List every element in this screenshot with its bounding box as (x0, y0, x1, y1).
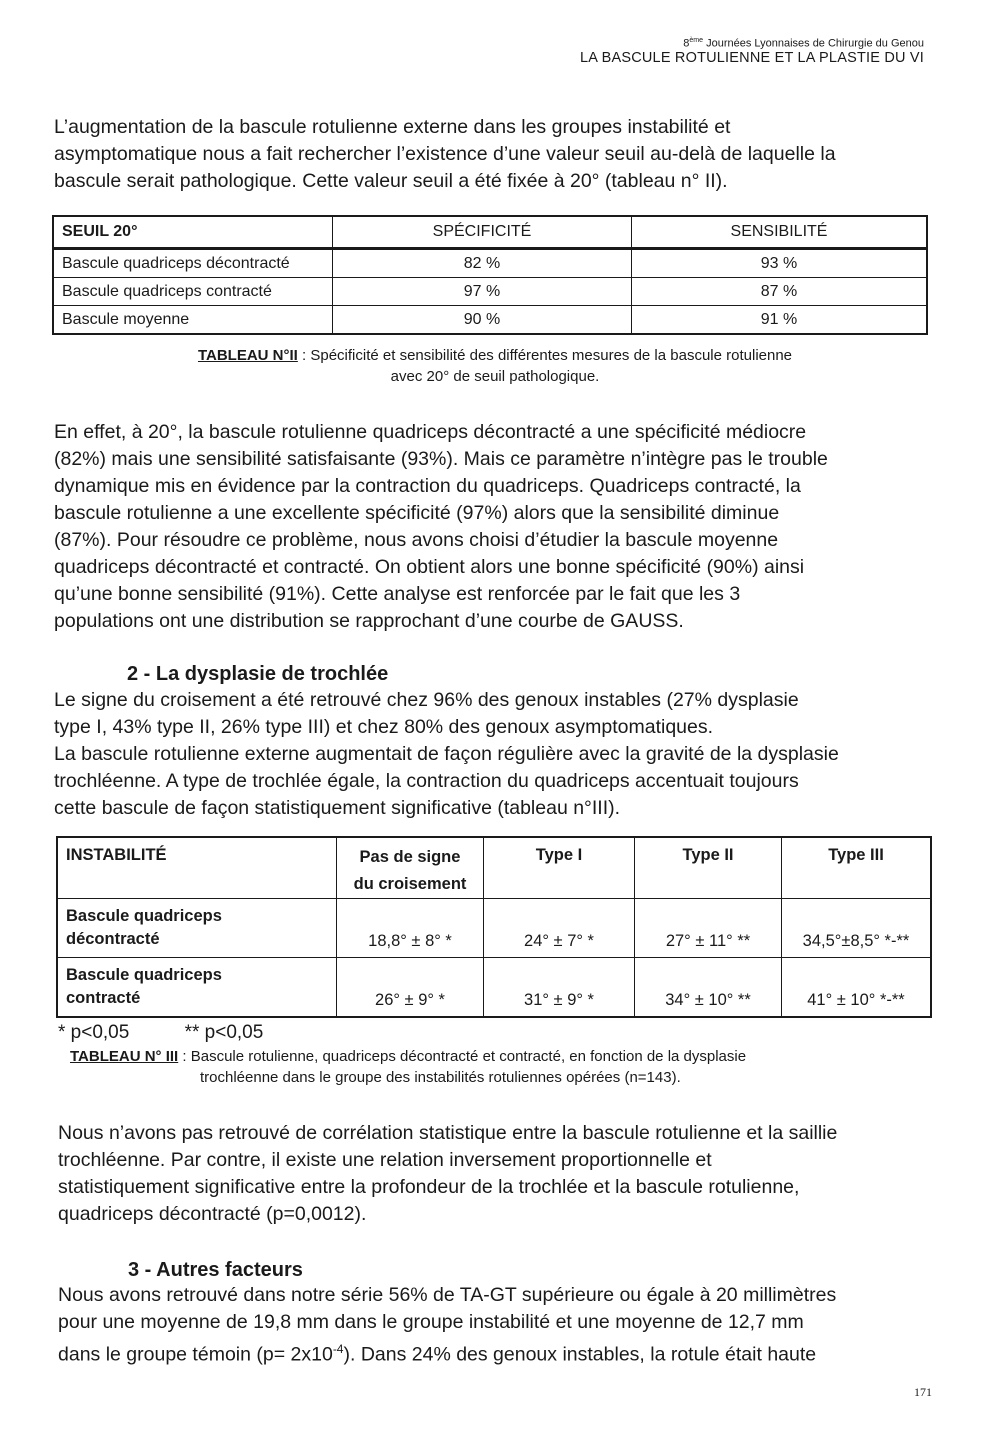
paragraph (54, 419, 928, 635)
caption-line: trochléenne dans le groupe des instabilités rotuliennes opérées (n=143). (200, 1069, 681, 1086)
table-cell: 93 % (632, 249, 928, 278)
header-edition-suffix: ème (689, 37, 704, 44)
header-title: LA BASCULE ROTULIENNE ET LA PLASTIE DU VI (580, 50, 924, 67)
text-line: (87%). Pour résoudre ce problème, nous avons choisi d’étudier la bascule moyenne (54, 529, 779, 551)
section-heading: 2 - La dysplasie de trochlée (127, 663, 389, 685)
text-line: cette bascule de façon statistiquement significative (tableau n°III). (54, 797, 621, 819)
paragraph (54, 687, 928, 822)
row-label-line: contracté (66, 989, 141, 1007)
p-value-legend (58, 1022, 313, 1044)
text-line: qu’une bonne sensibilité (91%). Cette analyse est renforcée par le fait que les 3 (54, 583, 741, 605)
table-cell: 34° ± 10° ** (635, 958, 782, 1018)
text-line: Nous n’avons pas retrouvé de corrélation statistique entre la bascule rotulienne et la saillie (58, 1122, 838, 1144)
table-header-row (57, 837, 931, 899)
p-value-note: * p<0,05 (58, 1022, 130, 1043)
caption-label: TABLEAU N°II (197, 347, 298, 364)
column-header: INSTABILITÉ (57, 837, 337, 899)
row-label: Bascule quadriceps décontracté (53, 249, 333, 278)
header-conference-name: Journées Lyonnaises de Chirurgie du Genou (703, 37, 924, 50)
caption-line: avec 20° de seuil pathologique. (390, 368, 600, 385)
header-line: Pas de signe (359, 848, 461, 866)
superscript-exponent: -4 (332, 1342, 344, 1356)
table-row (53, 249, 927, 278)
row-label-line: Bascule quadriceps (66, 907, 222, 925)
table-cell: 27° ± 11° ** (635, 899, 782, 958)
row-label-line: décontracté (66, 930, 160, 948)
text-line: type I, 43% type II, 26% type III) et chez 80% des genoux asymptomatiques. (54, 716, 714, 738)
column-header: SENSIBILITÉ (632, 216, 928, 249)
text-line: (82%) mais une sensibilité satisfaisante (93%). Mais ce paramètre n’intègre pas le trouble (54, 448, 828, 470)
column-header: Type II (635, 837, 782, 899)
running-header (580, 37, 924, 67)
paragraph (58, 1120, 932, 1228)
text-line: pour une moyenne de 19,8 mm dans le groupe instabilité et une moyenne de 12,7 mm (58, 1311, 804, 1333)
column-header: SPÉCIFICITÉ (333, 216, 632, 249)
text-line: trochléenne. Par contre, il existe une relation inversement proportionnelle et (58, 1149, 712, 1171)
table-cell: 90 % (333, 306, 632, 335)
table-cell: 24° ± 7° * (484, 899, 635, 958)
text-line (58, 1336, 932, 1369)
header-edition-number: 8 (683, 37, 690, 50)
column-header: SEUIL 20° (53, 216, 333, 249)
caption-text: : Bascule rotulienne, quadriceps décontracté et contracté, en fonction de la dysplasie (178, 1048, 747, 1065)
table-cell: 87 % (632, 278, 928, 306)
p-value-note: ** p<0,05 (184, 1022, 264, 1043)
text-fragment: dans le groupe témoin (p= 2x10 (58, 1343, 333, 1366)
row-label-line: Bascule quadriceps (66, 966, 222, 984)
intro-paragraph (54, 114, 928, 195)
row-label (57, 958, 337, 1018)
text-fragment: ). Dans 24% des genoux instables, la rotule était haute (343, 1343, 817, 1366)
text-line: quadriceps décontracté (p=0,0012). (58, 1203, 367, 1225)
text-line: dynamique mis en évidence par la contraction du quadriceps. Quadriceps contracté, la (54, 475, 801, 497)
page-number: 171 (914, 1385, 932, 1399)
row-label (57, 899, 337, 958)
row-label: Bascule quadriceps contracté (53, 278, 333, 306)
header-line: du croisement (353, 875, 467, 893)
caption-line (100, 345, 890, 366)
text-line: Nous avons retrouvé dans notre série 56% de TA-GT supérieure ou égale à 20 millimètres (58, 1284, 837, 1306)
text-line: En effet, à 20°, la bascule rotulienne quadriceps décontracté a une spécificité médiocre (54, 421, 807, 443)
table-cell: 26° ± 9° * (337, 958, 484, 1018)
table-2-caption (100, 345, 890, 387)
table-row (57, 958, 931, 1018)
table-cell: 18,8° ± 8° * (337, 899, 484, 958)
table-cell: 34,5°±8,5° *-** (782, 899, 932, 958)
table-seuil-20 (52, 215, 928, 335)
caption-label: TABLEAU N° III (70, 1048, 179, 1065)
table-cell: 31° ± 9° * (484, 958, 635, 1018)
table-row (57, 899, 931, 958)
table-header-row (53, 216, 927, 249)
column-header: Type III (782, 837, 932, 899)
caption-text: : Spécificité et sensibilité des différentes mesures de la bascule rotulienne (297, 347, 793, 364)
text-line: trochléenne. A type de trochlée égale, la contraction du quadriceps accentuait toujours (54, 770, 799, 792)
column-header (337, 837, 484, 899)
row-label: Bascule moyenne (53, 306, 333, 335)
caption-line (70, 1046, 930, 1067)
text-line: populations ont une distribution se rapprochant d’une courbe de GAUSS. (54, 610, 684, 632)
table-cell: 41° ± 10° *-** (782, 958, 932, 1018)
table-3-caption (70, 1046, 930, 1088)
table-row (53, 306, 927, 335)
text-line: L’augmentation de la bascule rotulienne externe dans les groupes instabilité et (54, 116, 731, 138)
table-instabilite (56, 836, 932, 1018)
text-line: Le signe du croisement a été retrouvé chez 96% des genoux instables (27% dysplasie (54, 689, 799, 711)
text-line: statistiquement significative entre la profondeur de la trochlée et la bascule rotulienne, (58, 1176, 800, 1198)
paragraph (58, 1282, 932, 1369)
text-line: quadriceps décontracté et contracté. On obtient alors une bonne spécificité (90%) ainsi (54, 556, 805, 578)
table-cell: 97 % (333, 278, 632, 306)
text-line: bascule serait pathologique. Cette valeur seuil a été fixée à 20° (tableau n° II). (54, 170, 728, 192)
text-line: bascule rotulienne a une excellente spécificité (97%) alors que la sensibilité diminue (54, 502, 780, 524)
column-header: Type I (484, 837, 635, 899)
section-heading: 3 - Autres facteurs (128, 1259, 303, 1281)
table-cell: 91 % (632, 306, 928, 335)
table-row (53, 278, 927, 306)
header-conference (580, 37, 924, 50)
text-line: asymptomatique nous a fait rechercher l’existence d’une valeur seuil au-delà de laquelle la (54, 143, 836, 165)
table-cell: 82 % (333, 249, 632, 278)
text-line: La bascule rotulienne externe augmentait de façon régulière avec la gravité de la dysplasie (54, 743, 839, 765)
